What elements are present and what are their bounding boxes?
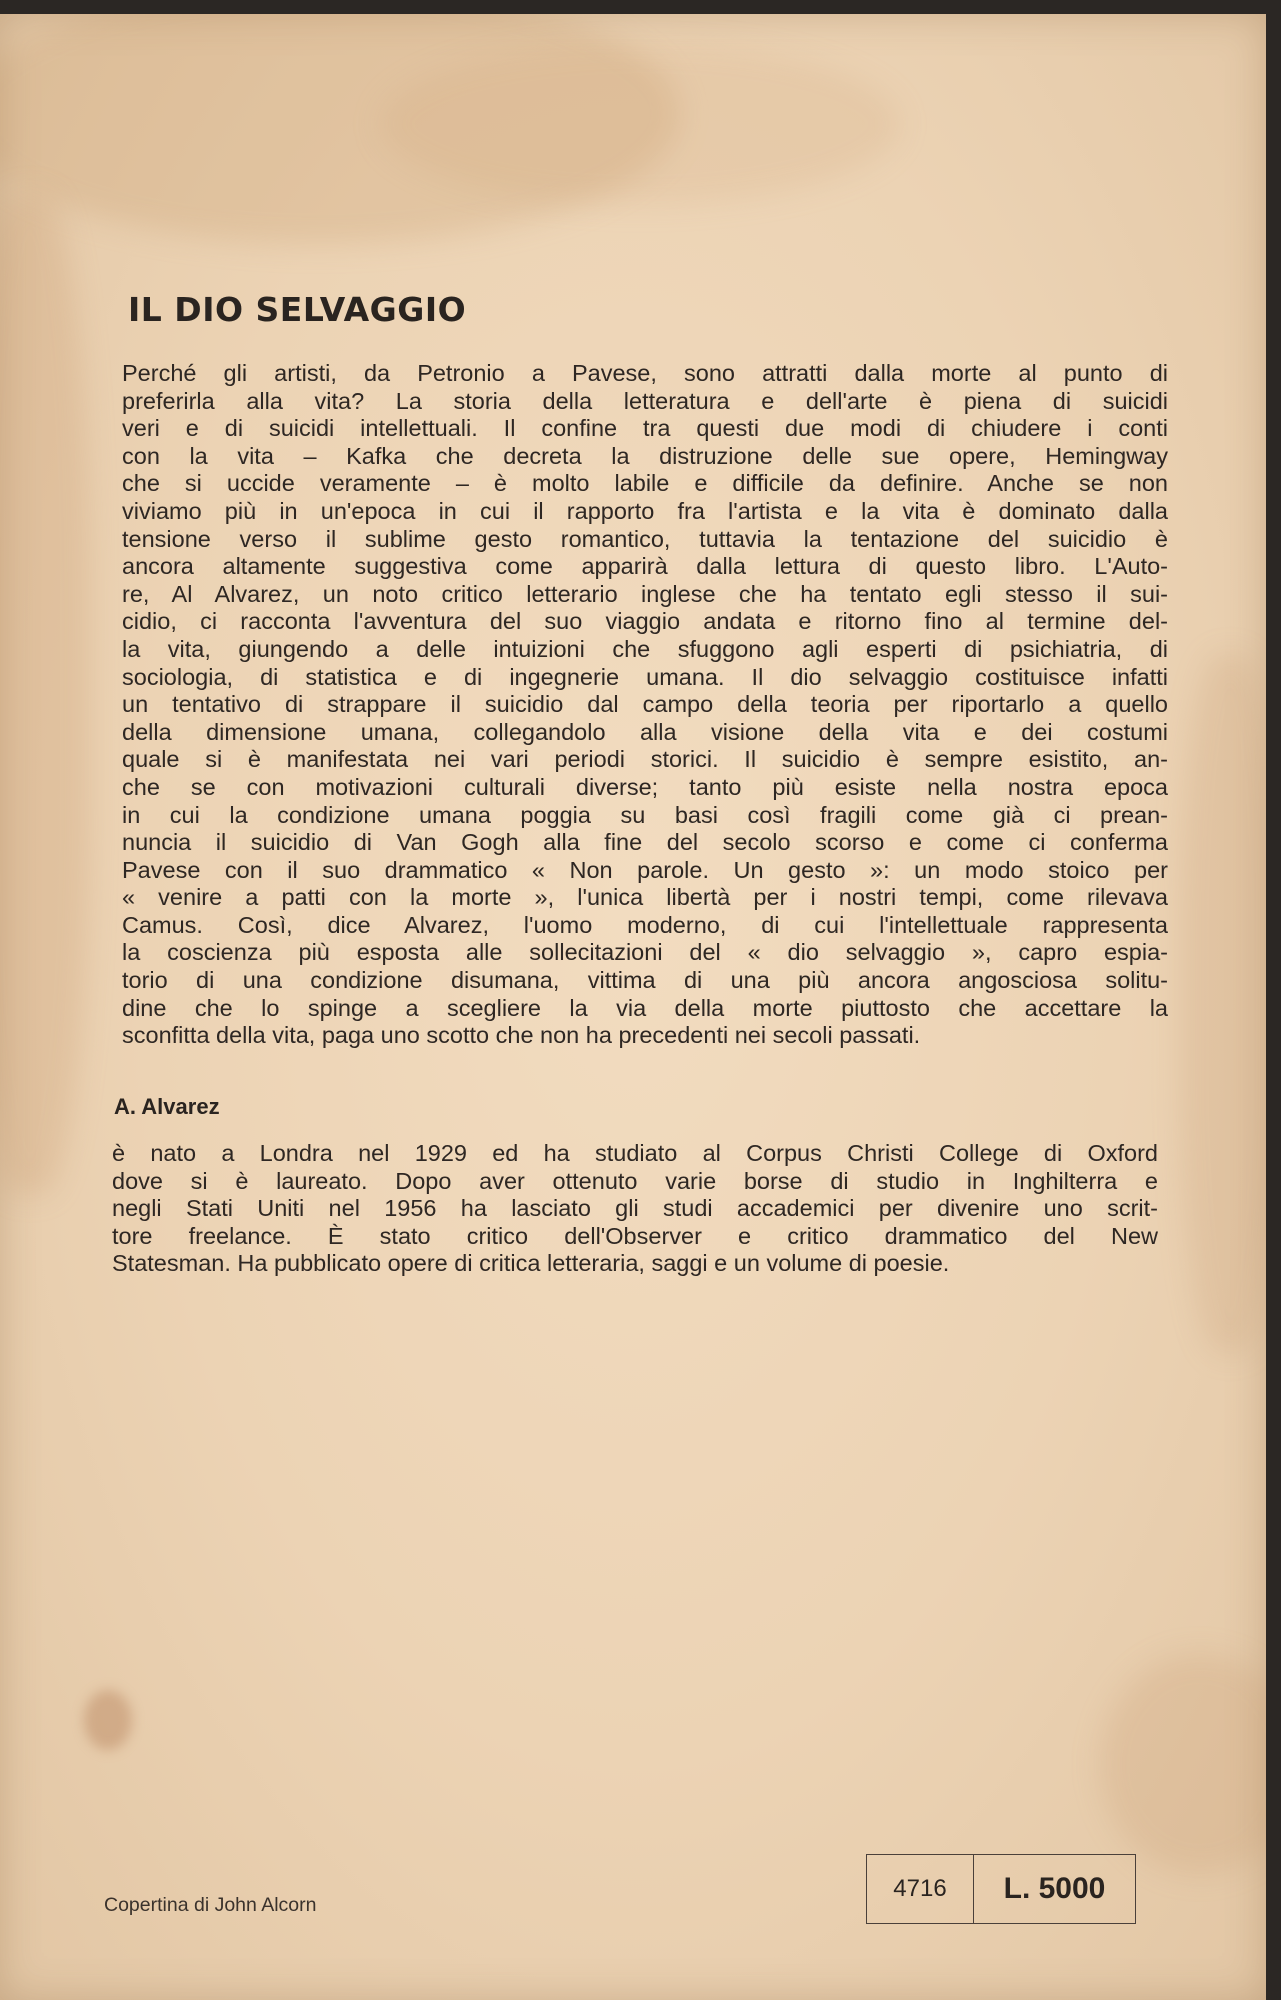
description-line: che si uccide veramente – è molto labile e difficile da definire. Anche se non <box>122 470 1168 497</box>
author-bio <box>112 1140 1158 1278</box>
description-line: che se con motivazioni culturali diverse; tanto più esiste nella nostra epoca <box>122 773 1168 800</box>
description-line: re, Al Alvarez, un noto critico letterario inglese che ha tentato egli stesso il sui- <box>122 580 1168 607</box>
bio-line: negli Stati Uniti nel 1956 ha lasciato gli studi accademici per divenire uno scrit- <box>112 1195 1158 1222</box>
stain <box>84 1690 132 1750</box>
cover-credit: Copertina di John Alcorn <box>104 1894 317 1916</box>
description-line: « venire a patti con la morte », l'unica libertà per i nostri tempi, come rilevava <box>122 884 1168 911</box>
description-line: sconfitta della vita, paga uno scotto che non ha precedenti nei secoli passati. <box>122 1022 921 1049</box>
description-line: sociologia, di statistica e di ingegnerie umana. Il dio selvaggio costituisce infatti <box>122 663 1168 690</box>
description-line: nuncia il suicidio di Van Gogh alla fine del secolo scorso e come ci conferma <box>122 829 1168 856</box>
description-line: cidio, ci racconta l'avventura del suo viaggio andata e ritorno fino al termine del- <box>122 608 1168 635</box>
book-title: IL DIO SELVAGGIO <box>128 290 467 329</box>
description-line: Perché gli artisti, da Petronio a Pavese, sono attratti dalla morte al punto di <box>122 360 1168 386</box>
description-line: veri e di suicidi intellettuali. Il confine tra questi due modi di chiudere i conti <box>122 415 1168 442</box>
stain <box>1180 654 1266 1354</box>
description-line: la vita, giungendo a delle intuizioni che sfuggono agli esperti di psichiatria, di <box>122 635 1168 662</box>
author-name: A. Alvarez <box>114 1094 220 1119</box>
stain <box>0 194 90 1194</box>
bio-line: tore freelance. È stato critico dell'Observer e critico drammatico del New <box>112 1222 1158 1249</box>
description-line: tensione verso il sublime gesto romantico, tuttavia la tentazione del suicidio è <box>122 525 1168 552</box>
description-line: la coscienza più esposta alle sollecitazioni del « dio selvaggio », capro espia- <box>122 939 1168 966</box>
price-box <box>866 1854 1136 1924</box>
description-line: dine che lo spinge a scegliere la via della morte piuttosto che accettare la <box>122 994 1168 1021</box>
price: L. 5000 <box>1003 1872 1106 1905</box>
description-line: Camus. Così, dice Alvarez, l'uomo moderno, di cui l'intellettuale rappresenta <box>122 911 1168 938</box>
description-line: un tentativo di strappare il suicidio dal campo della teoria per riportarlo a quello <box>122 691 1168 718</box>
back-cover <box>0 14 1266 2000</box>
catalog-number: 4716 <box>867 1855 974 1923</box>
description-line: della dimensione umana, collegandolo alla visione della vita e dei costumi <box>122 718 1168 745</box>
description-line: quale si è manifestata nei vari periodi storici. Il suicidio è sempre esistito, an- <box>122 746 1168 773</box>
bio-line: Statesman. Ha pubblicato opere di critica letteraria, saggi e un volume di poesie. <box>112 1250 950 1277</box>
description-line: Pavese con il suo drammatico « Non parole. Un gesto »: un modo stoico per <box>122 856 1168 883</box>
description-line: in cui la condizione umana poggia su basi così fragili come già ci prean- <box>122 801 1168 828</box>
description-line: ancora altamente suggestiva come apparirà dalla lettura di questo libro. L'Auto- <box>122 553 1168 580</box>
stain <box>1100 1654 1266 1874</box>
stain <box>380 44 900 204</box>
description-line: torio di una condizione disumana, vittima di una più ancora angosciosa solitu- <box>122 967 1168 994</box>
description-line: preferirla alla vita? La storia della letteratura e dell'arte è piena di suicidi <box>122 387 1168 414</box>
bio-line: è nato a Londra nel 1929 ed ha studiato al Corpus Christi College di Oxford <box>112 1140 1158 1166</box>
book-description <box>122 360 1168 1050</box>
description-line: viviamo più in un'epoca in cui il rapporto fra l'artista e la vita è dominato dalla <box>122 497 1168 524</box>
description-line: con la vita – Kafka che decreta la distruzione delle sue opere, Hemingway <box>122 442 1168 469</box>
bio-line: dove si è laureato. Dopo aver ottenuto varie borse di studio in Inghilterra e <box>112 1167 1158 1194</box>
